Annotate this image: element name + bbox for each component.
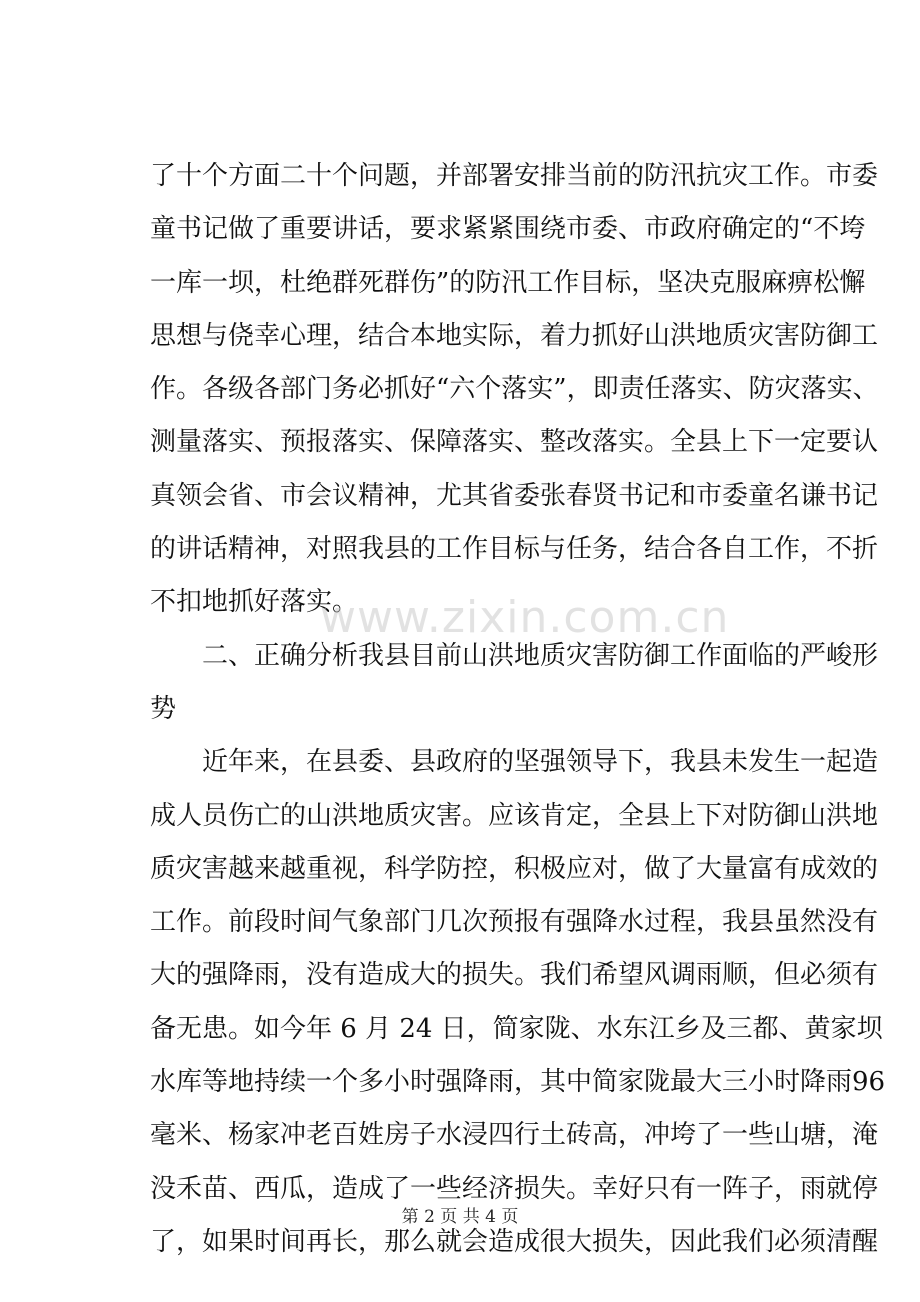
text-line: 工作。前段时间气象部门几次预报有强降水过程，我县虽然没有 [150,907,879,938]
text-line: 一库一坝，杜绝群死群伤”的防汛工作目标，坚决克服麻痹松懈 [150,267,866,298]
section-heading-line: 二、正确分析我县目前山洪地质灾害防御工作面临的严峻形 [150,640,879,671]
text-line: 思想与侥幸心理，结合本地实际，着力抓好山洪地质灾害防御工 [150,320,879,351]
text-line: 大的强降雨，没有造成大的损失。我们希望风调雨顺，但必须有 [150,960,879,991]
text-line: 的讲话精神，对照我县的工作目标与任务，结合各自工作，不折 [150,534,879,565]
body-text [150,150,886,1269]
text-line: 不扣地抓好落实。 [150,587,359,618]
text-line: 作。各级各部门务必抓好“六个落实”，即责任落实、防灾落实、 [150,374,879,405]
text-line: 水库等地持续一个多小时强降雨，其中简家陇最大三小时降雨96 [150,1067,886,1098]
text-line: 毫米、杨家冲老百姓房子水浸四行土砖高，冲垮了一些山塘，淹 [150,1120,879,1151]
text-line: 真领会省、市会议精神，尤其省委张春贤书记和市委童名谦书记 [150,480,879,511]
text-line: 了，如果时间再长，那么就会造成很大损失，因此我们必须清醒 [150,1226,879,1257]
page-number-footer: 第 2 页 共 4 页 [401,1207,519,1227]
watermark: www.zixin.com.cn [320,592,730,643]
text-line: 童书记做了重要讲话，要求紧紧围绕市委、市政府确定的“不垮 [150,214,866,245]
text-line: 质灾害越来越重视，科学防控，积极应对，做了大量富有成效的 [150,853,879,884]
text-line: 了十个方面二十个问题，并部署安排当前的防汛抗灾工作。市委 [150,161,879,191]
text-line: 测量落实、预报落实、保障落实、整改落实。全县上下一定要认 [150,427,879,458]
text-line: 近年来，在县委、县政府的坚强领导下，我县未发生一起造 [150,747,879,778]
text-line: 备无患。如今年 6 月 24 日，简家陇、水东江乡及三都、黄家坝 [150,1013,883,1044]
section-heading-line: 势 [150,693,177,724]
text-line: 没禾苗、西瓜，造成了一些经济损失。幸好只有一阵子，雨就停 [150,1173,879,1204]
text-line: 成人员伤亡的山洪地质灾害。应该肯定，全县上下对防御山洪地 [150,800,879,831]
